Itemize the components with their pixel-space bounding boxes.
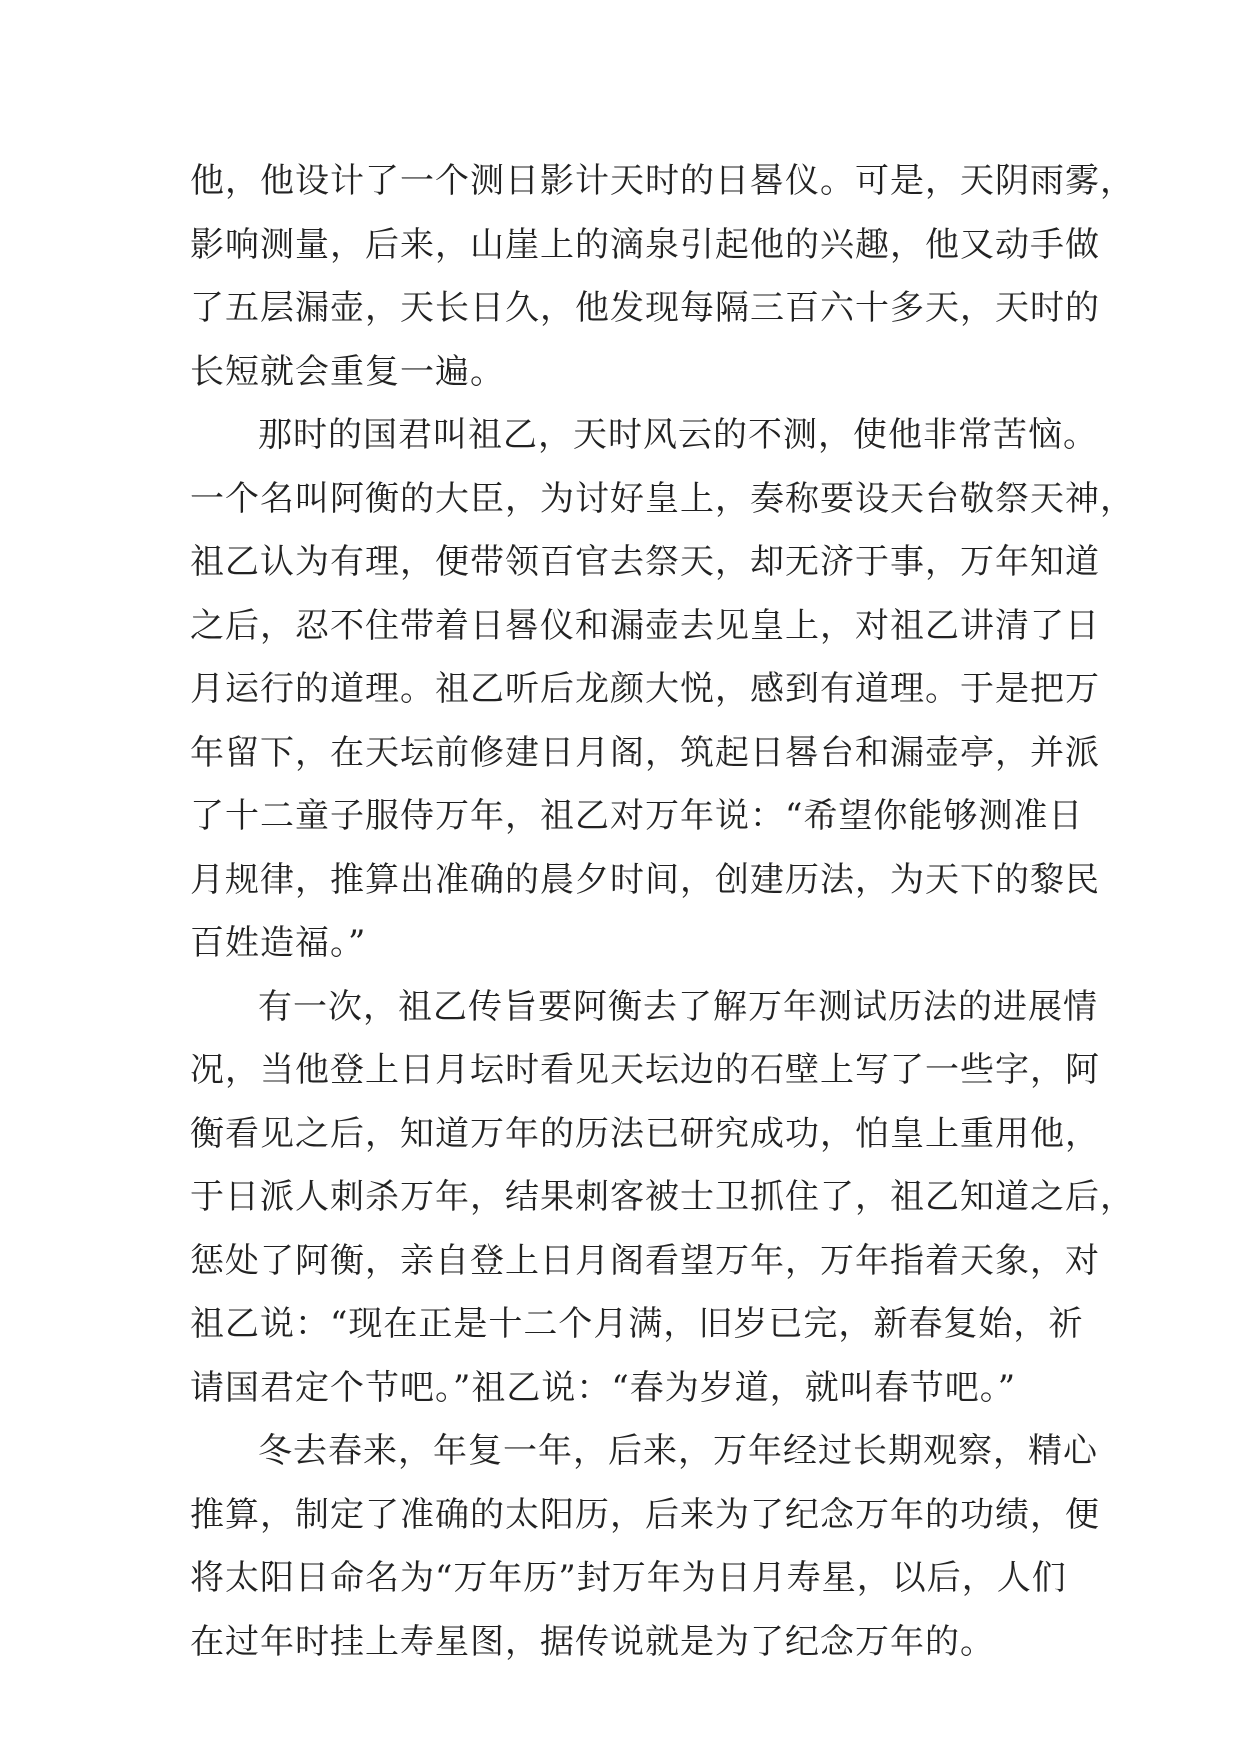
text-line: 推算，制定了准确的太阳历，后来为了纪念万年的功绩，便 <box>190 1494 1100 1535</box>
text-line: 惩处了阿衡，亲自登上日月阁看望万年，万年指着天象，对 <box>190 1240 1100 1281</box>
text-line: 祖乙说：“现在正是十二个月满，旧岁已完，新春复始，祈 <box>190 1304 1084 1344</box>
text-line: 百姓造福。” <box>190 923 367 963</box>
text-line: 了十二童子服侍万年，祖乙对万年说：“希望你能够测准日 <box>190 796 1084 836</box>
text-line: 长短就会重复一遍。 <box>190 351 505 392</box>
text-line: 况，当他登上日月坛时看见天坛边的石壁上写了一些字，阿 <box>190 1050 1100 1090</box>
text-line: 将太阳日命名为“万年历”封万年为日月寿星，以后，人们 <box>190 1558 1067 1598</box>
text-line: 祖乙认为有理，便带领百官去祭天，却无济于事，万年知道 <box>190 542 1100 582</box>
text-line: 年留下，在天坛前修建日月阁，筑起日晷台和漏壶亭，并派 <box>190 732 1100 773</box>
paragraph-start-line: 有一次，祖乙传旨要阿衡去了解万年测试历法的进展情 <box>258 986 1098 1027</box>
document-body <box>190 150 1135 1674</box>
text-line: 请国君定个节吧。”祖乙说：“春为岁道，就叫春节吧。” <box>190 1367 1017 1408</box>
text-line: 月规律，推算出准确的晨夕时间，创建历法，为天下的黎民 <box>190 859 1100 900</box>
paragraph-start-line: 那时的国君叫祖乙，天时风云的不测，使他非常苦恼。 <box>258 415 1098 455</box>
text-line: 月运行的道理。祖乙听后龙颜大悦，感到有道理。于是把万 <box>190 669 1100 709</box>
paragraph-start-line: 冬去春来，年复一年，后来，万年经过长期观察，精心 <box>258 1431 1098 1471</box>
text-line: 在过年时挂上寿星图，据传说就是为了纪念万年的。 <box>190 1621 995 1662</box>
text-line: 衡看见之后，知道万年的历法已研究成功，怕皇上重用他， <box>190 1113 1100 1154</box>
text-line: 于日派人刺杀万年，结果刺客被士卫抓住了，祖乙知道之后， <box>190 1177 1135 1217</box>
text-line: 影响测量，后来，山崖上的滴泉引起他的兴趣，他又动手做 <box>190 224 1100 265</box>
text-line: 之后，忍不住带着日晷仪和漏壶去见皇上，对祖乙讲清了日 <box>190 605 1100 646</box>
text-line: 了五层漏壶，天长日久，他发现每隔三百六十多天，天时的 <box>190 288 1100 328</box>
text-line: 他，他设计了一个测日影计天时的日晷仪。可是，天阴雨雾， <box>190 161 1135 201</box>
text-line: 一个名叫阿衡的大臣，为讨好皇上，奏称要设天台敬祭天神， <box>190 478 1135 519</box>
